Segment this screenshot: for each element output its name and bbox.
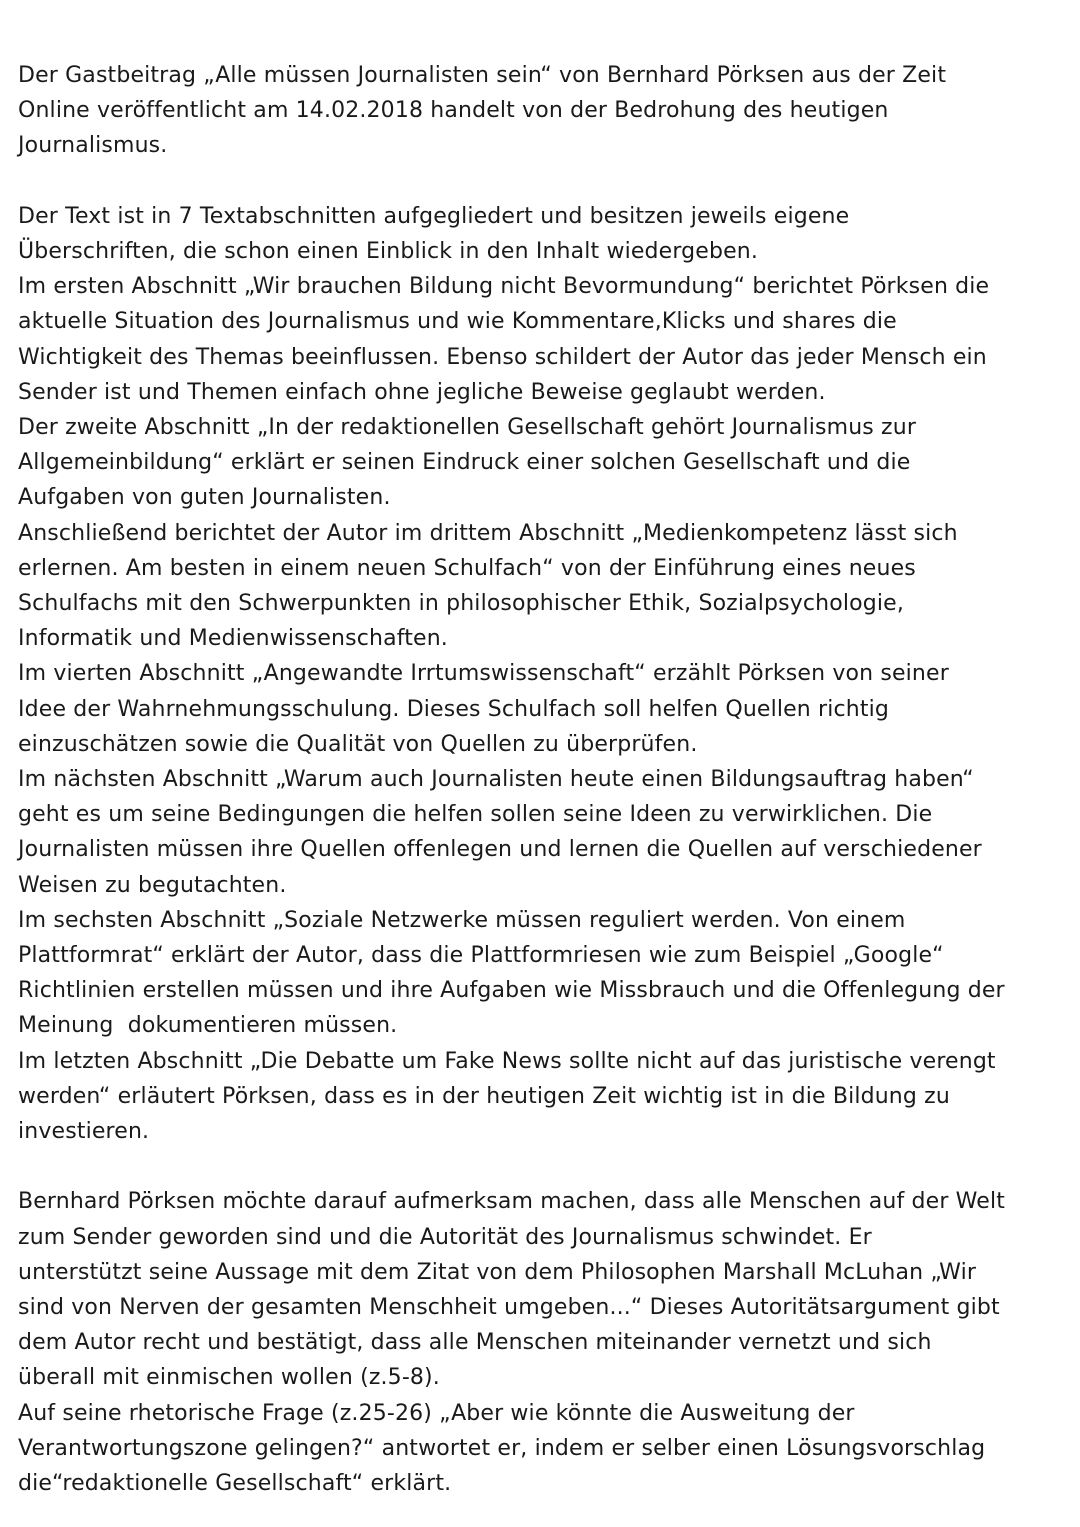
text-line: einzuschätzen sowie die Qualität von Quellen zu überprüfen. bbox=[18, 731, 698, 757]
text-line: Überschriften, die schon einen Einblick in den Inhalt wiedergeben. bbox=[18, 239, 759, 264]
text-line: aktuelle Situation des Journalismus und wie Kommentare,Klicks und shares die bbox=[18, 309, 897, 335]
text-line: Der Text ist in 7 Textabschnitten aufgegliedert und besitzen jeweils eigene bbox=[18, 203, 850, 229]
text-line: Informatik und Medienwissenschaften. bbox=[18, 626, 448, 652]
text-line: zum Sender geworden sind und die Autorität des Journalismus schwindet. Er bbox=[18, 1224, 872, 1250]
text-line: Verantwortungszone gelingen?“ antwortet er, indem er selber einen Lösungsvorschlag bbox=[18, 1435, 986, 1461]
text-line: Anschließend berichtet der Autor im drittem Abschnitt „Medienkompetenz lässt sich bbox=[18, 520, 958, 546]
intro-paragraph bbox=[18, 58, 1068, 164]
text-line: Auf seine rhetorische Frage (z.25-26) „Aber wie könnte die Ausweitung der bbox=[18, 1400, 855, 1426]
text-line: investieren. bbox=[18, 1119, 150, 1145]
text-line: Plattformrat“ erklärt der Autor, dass die Plattformriesen wie zum Beispiel „Google“ bbox=[18, 943, 944, 969]
text-line: überall mit einmischen wollen (z.5-8). bbox=[18, 1365, 440, 1391]
text-line: Wichtigkeit des Themas beeinflussen. Ebenso schildert der Autor das jeder Mensch ein bbox=[18, 344, 987, 370]
text-line: dem Autor recht und bestätigt, dass alle Menschen miteinander vernetzt und sich bbox=[18, 1330, 932, 1356]
text-line: Schulfachs mit den Schwerpunkten in philosophischer Ethik, Sozialpsychologie, bbox=[18, 591, 904, 617]
text-line: geht es um seine Bedingungen die helfen sollen seine Ideen zu verwirklichen. Die bbox=[18, 802, 933, 828]
text-line: Meinung dokumentieren müssen. bbox=[18, 1013, 398, 1039]
text-line: Aufgaben von guten Journalisten. bbox=[18, 485, 391, 511]
text-line: Im ersten Abschnitt „Wir brauchen Bildung nicht Bevormundung“ berichtet Pörksen die bbox=[18, 274, 990, 300]
text-line: Bernhard Pörksen möchte darauf aufmerksam machen, dass alle Menschen auf der Welt bbox=[18, 1189, 1005, 1215]
text-line: Idee der Wahrnehmungsschulung. Dieses Schulfach soll helfen Quellen richtig bbox=[18, 696, 889, 722]
text-line: Im sechsten Abschnitt „Soziale Netzwerke müssen reguliert werden. Von einem bbox=[18, 907, 906, 933]
text-line: Im nächsten Abschnitt „Warum auch Journalisten heute einen Bildungsauftrag haben“ bbox=[18, 767, 974, 793]
text-line: sind von Nerven der gesamten Menschheit umgeben...“ Dieses Autoritätsargument gibt bbox=[18, 1295, 1000, 1321]
paragraph-gap bbox=[18, 164, 1068, 199]
paragraph-gap bbox=[18, 1149, 1068, 1184]
text-line: werden“ erläutert Pörksen, dass es in der heutigen Zeit wichtig ist in die Bildung zu bbox=[18, 1083, 950, 1109]
text-line: Allgemeinbildung“ erklärt er seinen Eindruck einer solchen Gesellschaft und die bbox=[18, 450, 911, 476]
text-line: Richtlinien erstellen müssen und ihre Aufgaben wie Missbrauch und die Offenlegung der bbox=[18, 978, 1005, 1004]
text-line: Journalisten müssen ihre Quellen offenlegen und lernen die Quellen auf verschiedener bbox=[18, 837, 982, 863]
text-line: Im letzten Abschnitt „Die Debatte um Fake News sollte nicht auf das juristische verengt bbox=[18, 1048, 996, 1074]
summary-paragraph bbox=[18, 199, 1068, 1149]
text-line: Journalismus. bbox=[18, 133, 168, 159]
text-line: Sender ist und Themen einfach ohne jegliche Beweise geglaubt werden. bbox=[18, 379, 826, 405]
text-line: Weisen zu begutachten. bbox=[18, 872, 287, 898]
text-line: erlernen. Am besten in einem neuen Schulfach“ von der Einführung eines neues bbox=[18, 555, 916, 581]
analysis-paragraph bbox=[18, 1184, 1068, 1501]
text-line: unterstützt seine Aussage mit dem Zitat von dem Philosophen Marshall McLuhan „Wir bbox=[18, 1259, 977, 1285]
document-page bbox=[18, 58, 1068, 1501]
text-line: Online veröffentlicht am 14.02.2018 handelt von der Bedrohung des heutigen bbox=[18, 98, 889, 124]
text-line: Im vierten Abschnitt „Angewandte Irrtumswissenschaft“ erzählt Pörksen von seiner bbox=[18, 661, 949, 687]
text-line: Der Gastbeitrag „Alle müssen Journalisten sein“ von Bernhard Pörksen aus der Zeit bbox=[18, 63, 947, 88]
text-line: Der zweite Abschnitt „In der redaktionellen Gesellschaft gehört Journalismus zur bbox=[18, 415, 917, 441]
text-line: die“redaktionelle Gesellschaft“ erklärt. bbox=[18, 1471, 452, 1497]
